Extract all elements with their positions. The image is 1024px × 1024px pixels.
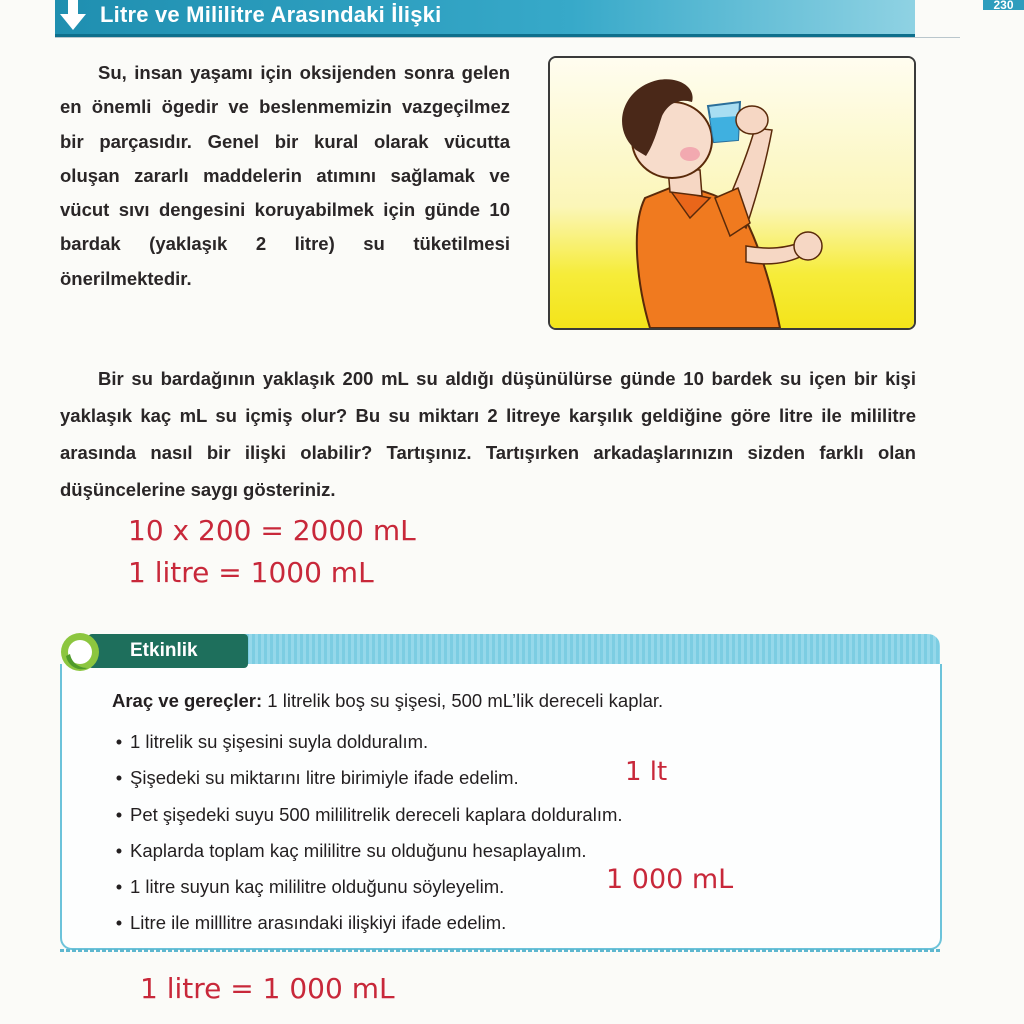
step-text: 1 litre suyun kaç mililitre olduğunu söyleyelim. bbox=[130, 876, 505, 898]
bullet: • bbox=[115, 767, 123, 789]
bullet: • bbox=[115, 876, 123, 898]
bullet: • bbox=[115, 912, 123, 934]
down-arrow-icon bbox=[58, 0, 88, 32]
bullet: • bbox=[115, 839, 123, 861]
list-item bbox=[108, 763, 623, 799]
materials-line bbox=[112, 690, 663, 712]
list-item bbox=[108, 800, 623, 836]
step-text: Kaplarda toplam kaç mililitre su olduğunu hesaplayalım. bbox=[130, 839, 587, 861]
header-divider bbox=[55, 37, 960, 38]
green-circle-icon bbox=[58, 630, 102, 674]
activity-header-bar bbox=[240, 634, 940, 664]
materials-label: Araç ve gereçler: bbox=[112, 690, 263, 711]
question-paragraph: Bir su bardağının yaklaşık 200 mL su aldığı düşünülürse günde 10 bardek su içen bir kişi yaklaşık kaç mL su içmiş olur? Bu su miktarı 2 litreye karşılık geldiğine göre litre ile mililitre arasında nasıl bir ilişki olabilir? Tartışınız. Tartışırken arkadaşlarınızın sizden farklı olan düşüncelerine saygı gösteriniz. bbox=[60, 368, 916, 500]
page-number: 230 bbox=[983, 0, 1024, 10]
list-item bbox=[108, 872, 623, 908]
step-text: Şişedeki su miktarını litre birimiyle ifade edelim. bbox=[130, 767, 519, 789]
handwritten-step5-answer: 1 000 mL bbox=[606, 864, 734, 895]
bullet: • bbox=[115, 803, 123, 825]
step-text: Litre ile milllitre arasındaki ilişkiyi ifade edelim. bbox=[130, 912, 507, 934]
activity-steps bbox=[108, 727, 623, 945]
section-title: Litre ve Mililitre Arasındaki İlişki bbox=[100, 2, 442, 27]
list-item bbox=[108, 727, 623, 763]
bullet: • bbox=[115, 731, 123, 752]
step-text: 1 litrelik su şişesini suyla dolduralım. bbox=[130, 731, 429, 752]
handwritten-final-answer: 1 litre = 1 000 mL bbox=[140, 972, 395, 1005]
activity-title: Etkinlik bbox=[130, 640, 198, 661]
list-item bbox=[108, 836, 623, 872]
materials-text: 1 litrelik boş su şişesi, 500 mL’lik dereceli kaplar. bbox=[262, 690, 664, 711]
boy-drinking-water-illustration bbox=[548, 56, 916, 330]
handwritten-relation: 1 litre = 1000 mL bbox=[128, 556, 374, 589]
step-text: Pet şişedeki suyu 500 mililitrelik dereceli kaplara dolduralım. bbox=[130, 803, 623, 825]
handwritten-calculation: 10 x 200 = 2000 mL bbox=[128, 514, 416, 547]
handwritten-step2-answer: 1 lt bbox=[625, 757, 668, 787]
intro-paragraph: Su, insan yaşamı için oksijenden sonra gelen en önemli ögedir ve beslenmemizin vazgeçilmez bir parçasıdır. Genel bir kural olarak vücutta oluşan zararlı maddelerin atımını sağlamak ve vücut sıvı dengesini koruyabilmek için günde 10 bardak (yaklaşık 2 litre) su tüketilmesi önerilmektedir. bbox=[60, 62, 510, 289]
list-item bbox=[108, 908, 623, 944]
